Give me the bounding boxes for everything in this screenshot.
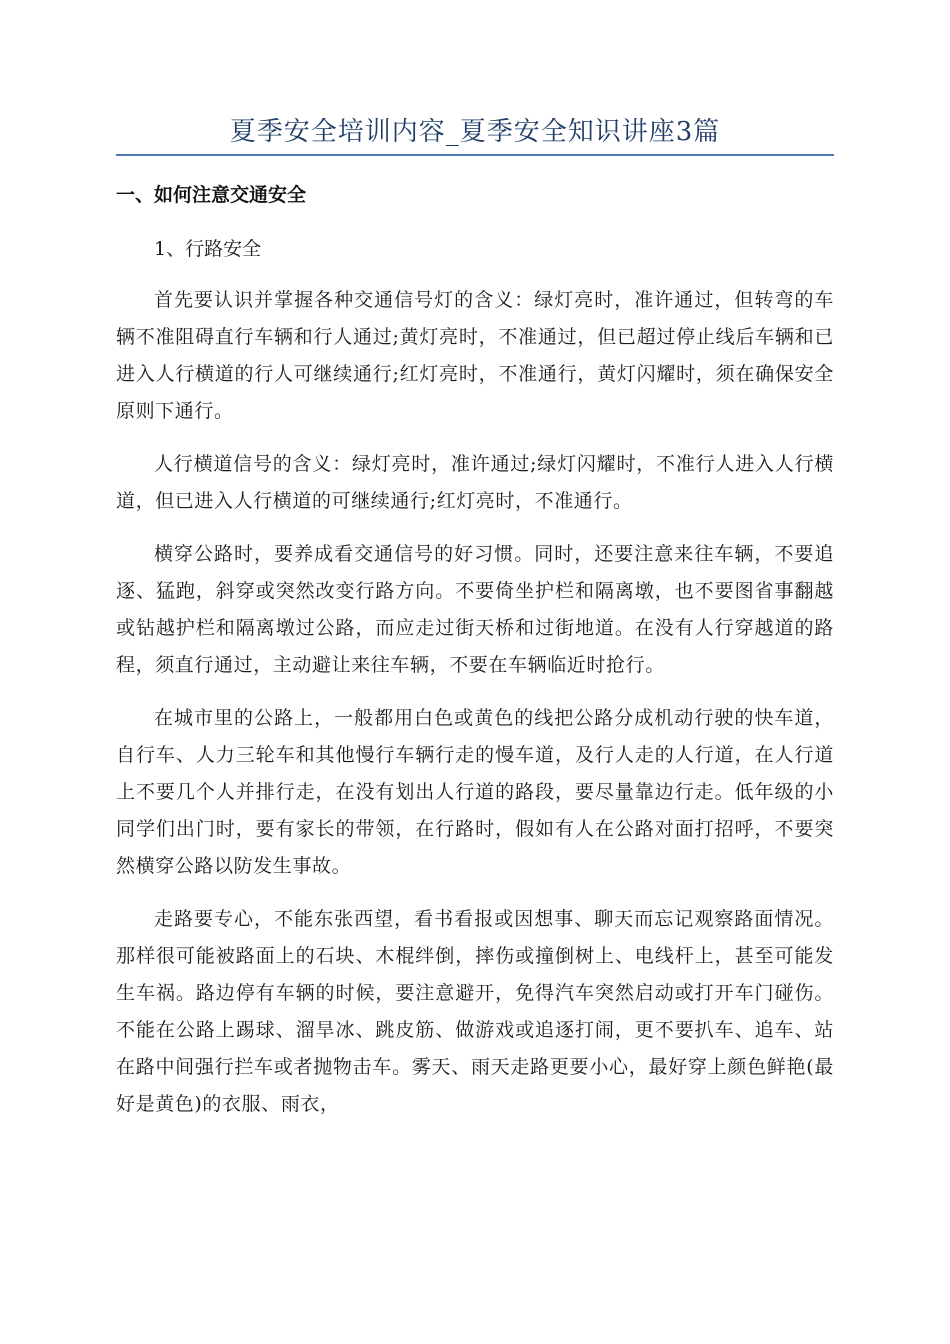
paragraph: 在城市里的公路上，一般都用白色或黄色的线把公路分成机动行驶的快车道，自行车、人力三轮车和其他慢行车辆行走的慢车道，及行人走的人行道，在人行道上不要几个人并排行走，在没有划出人行道的路段，要尽量靠边行走。低年级的小同学们出门时，要有家长的带领，在行路时，假如有人在公路对面打招呼，不要突然横穿公路以防发生事故。 [116, 707, 834, 877]
title-underline [116, 154, 834, 156]
document-body [116, 176, 834, 1139]
document-title: 夏季安全培训内容_夏季安全知识讲座3篇 [229, 117, 721, 147]
section-heading: 一、如何注意交通安全 [116, 184, 307, 206]
sub-heading: 1、行路安全 [154, 238, 262, 260]
paragraph: 走路要专心，不能东张西望，看书看报或因想事、聊天而忘记观察路面情况。那样很可能被路面上的石块、木棍绊倒，摔伤或撞倒树上、电线杆上，甚至可能发生车祸。路边停有车辆的时候，要注意避开，免得汽车突然启动或打开车门碰伤。不能在公路上踢球、溜旱冰、跳皮筋、做游戏或追逐打闹，更不要扒车、追车、站在路中间强行拦车或者抛物击车。雾天、雨天走路更要小心，最好穿上颜色鲜艳(最好是黄色)的衣服、雨衣， [116, 908, 834, 1115]
paragraph: 首先要认识并掌握各种交通信号灯的含义：绿灯亮时，准许通过，但转弯的车辆不准阻碍直行车辆和行人通过;黄灯亮时，不准通过，但已超过停止线后车辆和已进入人行横道的行人可继续通行;红灯亮时，不准通行，黄灯闪耀时，须在确保安全原则下通行。 [116, 289, 834, 422]
paragraph: 横穿公路时，要养成看交通信号的好习惯。同时，还要注意来往车辆，不要追逐、猛跑，斜穿或突然改变行路方向。不要倚坐护栏和隔离墩，也不要图省事翻越或钻越护栏和隔离墩过公路，而应走过街天桥和过街地道。在没有人行穿越道的路程，须直行通过，主动避让来往车辆，不要在车辆临近时抢行。 [116, 543, 834, 676]
paragraph: 人行横道信号的含义：绿灯亮时，准许通过;绿灯闪耀时，不准行人进入人行横道，但已进入人行横道的可继续通行;红灯亮时，不准通行。 [116, 453, 834, 512]
